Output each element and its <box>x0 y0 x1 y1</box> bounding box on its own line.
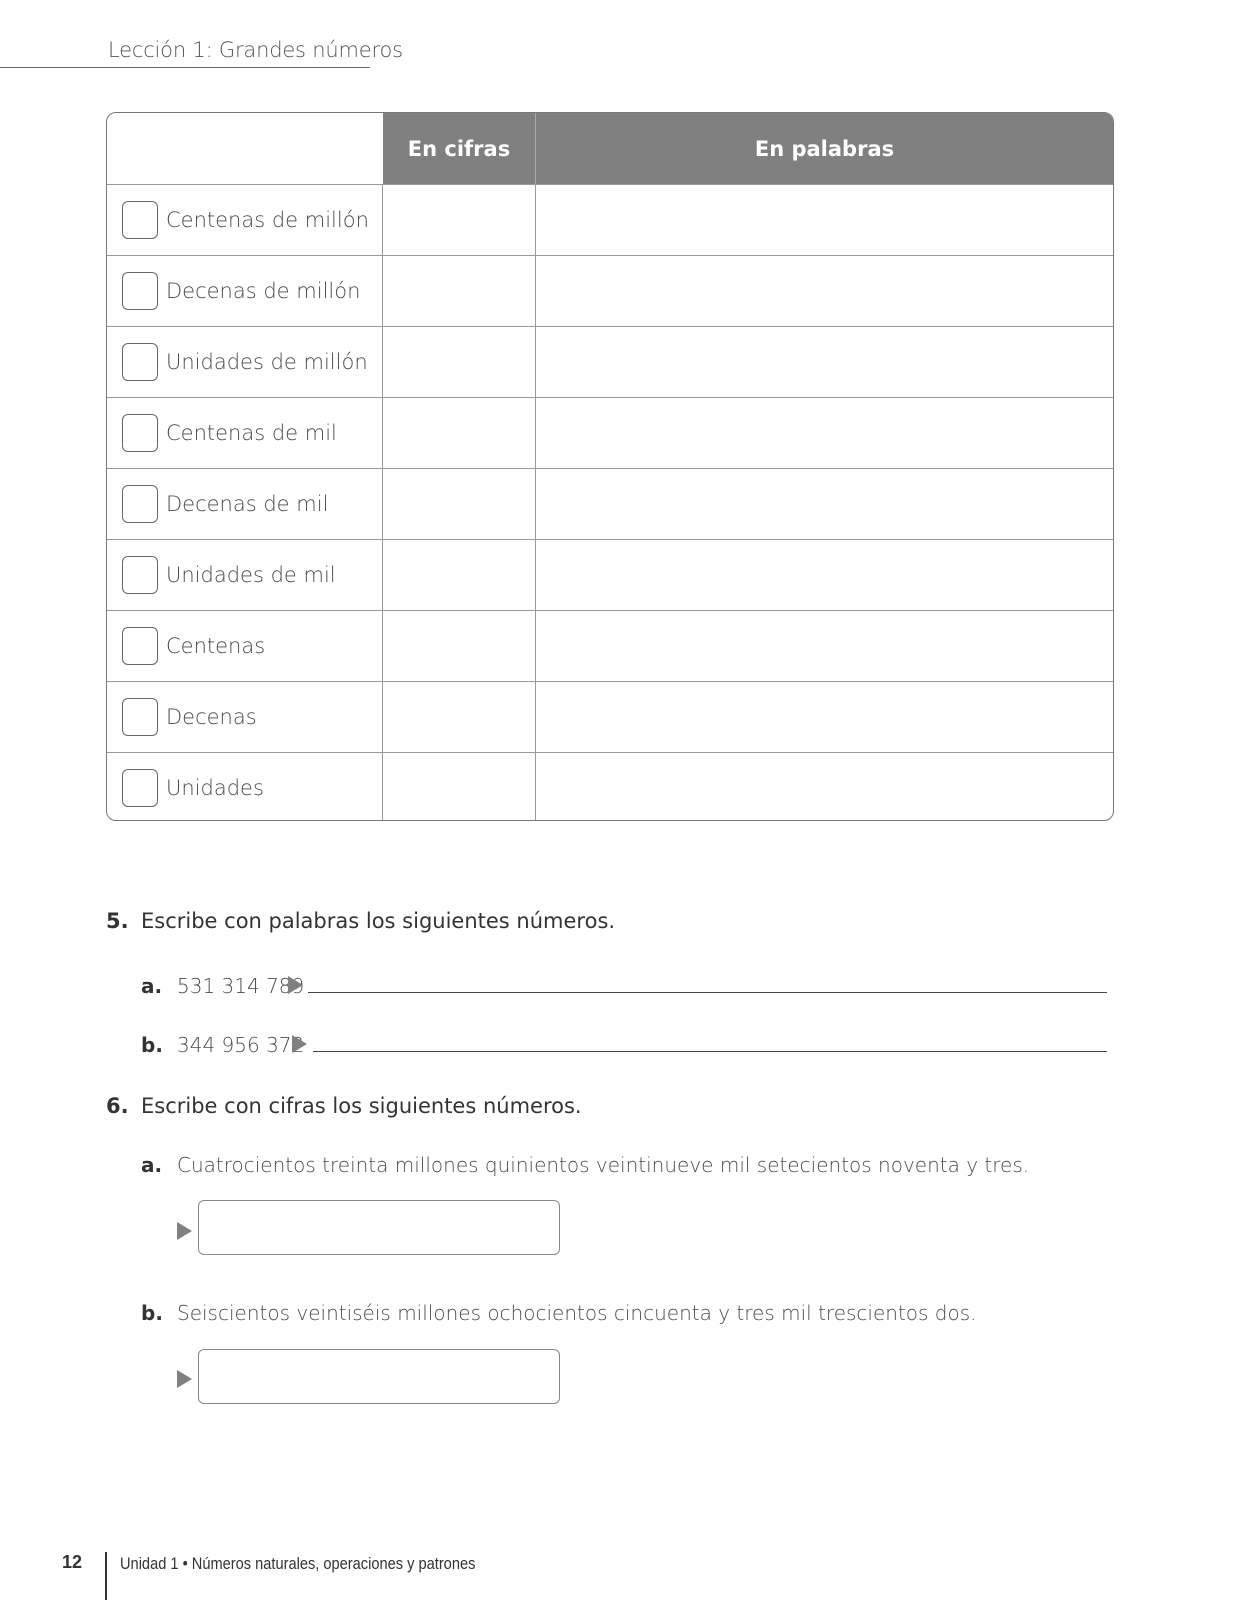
row-checkbox[interactable] <box>122 343 158 381</box>
item-number: 531 314 789 <box>177 974 305 998</box>
cifras-cell[interactable] <box>383 682 536 752</box>
row-label: Unidades de mil <box>166 563 336 587</box>
item-letter: a. <box>141 1153 163 1177</box>
item-number: 344 956 372 <box>177 1033 305 1057</box>
palabras-cell[interactable] <box>536 256 1113 326</box>
row-checkbox[interactable] <box>122 272 158 310</box>
cifras-cell[interactable] <box>383 398 536 468</box>
header-underline <box>0 67 370 68</box>
table-header-blank <box>107 113 384 184</box>
table-row <box>107 468 1113 539</box>
item-letter: b. <box>141 1301 163 1325</box>
row-label: Centenas de mil <box>166 421 337 445</box>
row-checkbox[interactable] <box>122 556 158 594</box>
cifras-cell[interactable] <box>383 327 536 397</box>
row-label-cell <box>107 185 383 255</box>
row-checkbox[interactable] <box>122 769 158 807</box>
exercise-number: 6. <box>106 1094 129 1118</box>
palabras-cell[interactable] <box>536 540 1113 610</box>
palabras-cell[interactable] <box>536 469 1113 539</box>
table-row <box>107 184 1113 255</box>
table-row <box>107 255 1113 326</box>
palabras-cell[interactable] <box>536 185 1113 255</box>
palabras-cell[interactable] <box>536 398 1113 468</box>
cifras-cell[interactable] <box>383 185 536 255</box>
cifras-cell[interactable] <box>383 753 536 821</box>
item-letter: b. <box>141 1033 163 1057</box>
item-text: Cuatrocientos treinta millones quinientos veintinueve mil setecientos noventa y tres. <box>177 1153 1030 1177</box>
table-row <box>107 610 1113 681</box>
palabras-cell[interactable] <box>536 682 1113 752</box>
table-row <box>107 326 1113 397</box>
row-label: Decenas de millón <box>166 279 361 303</box>
row-label-cell <box>107 398 383 468</box>
row-label: Unidades <box>166 776 264 800</box>
table-row <box>107 539 1113 610</box>
play-arrow-icon <box>177 1222 192 1240</box>
table-header-en-cifras: En cifras <box>383 113 536 184</box>
palabras-cell[interactable] <box>536 327 1113 397</box>
row-checkbox[interactable] <box>122 201 158 239</box>
cifras-cell[interactable] <box>383 611 536 681</box>
row-checkbox[interactable] <box>122 627 158 665</box>
palabras-cell[interactable] <box>536 753 1113 821</box>
table-row <box>107 397 1113 468</box>
cifras-cell[interactable] <box>383 256 536 326</box>
answer-box[interactable] <box>198 1200 560 1255</box>
play-arrow-icon <box>288 976 303 994</box>
row-label: Centenas de millón <box>166 208 369 232</box>
row-checkbox[interactable] <box>122 485 158 523</box>
lesson-title: Lección 1: Grandes números <box>108 38 403 62</box>
item-letter: a. <box>141 974 163 998</box>
exercise-number: 5. <box>106 909 129 933</box>
table-row <box>107 752 1113 821</box>
row-label-cell <box>107 611 383 681</box>
answer-box[interactable] <box>198 1349 560 1404</box>
row-label-cell <box>107 327 383 397</box>
cifras-cell[interactable] <box>383 469 536 539</box>
answer-line[interactable] <box>308 992 1107 993</box>
row-label-cell <box>107 753 383 821</box>
cifras-cell[interactable] <box>383 540 536 610</box>
play-arrow-icon <box>177 1370 192 1388</box>
exercise-instruction: Escribe con palabras los siguientes números. <box>141 909 616 933</box>
table-row <box>107 681 1113 752</box>
palabras-cell[interactable] <box>536 611 1113 681</box>
place-value-table <box>106 112 1114 821</box>
exercise-instruction: Escribe con cifras los siguientes números. <box>141 1094 582 1118</box>
item-text: Seiscientos veintiséis millones ochocientos cincuenta y tres mil trescientos dos. <box>177 1301 977 1325</box>
row-label-cell <box>107 540 383 610</box>
row-label: Centenas <box>166 634 266 658</box>
row-checkbox[interactable] <box>122 414 158 452</box>
footer-divider <box>105 1552 107 1600</box>
row-checkbox[interactable] <box>122 698 158 736</box>
row-label: Decenas de mil <box>166 492 329 516</box>
row-label: Decenas <box>166 705 257 729</box>
row-label-cell <box>107 469 383 539</box>
play-arrow-icon <box>292 1035 307 1053</box>
table-header-en-palabras: En palabras <box>536 113 1113 184</box>
answer-line[interactable] <box>313 1051 1107 1052</box>
page-number: 12 <box>62 1552 83 1572</box>
footer-unit-title: Unidad 1 • Números naturales, operaciones y patrones <box>120 1554 476 1573</box>
row-label-cell <box>107 256 383 326</box>
row-label-cell <box>107 682 383 752</box>
row-label: Unidades de millón <box>166 350 368 374</box>
